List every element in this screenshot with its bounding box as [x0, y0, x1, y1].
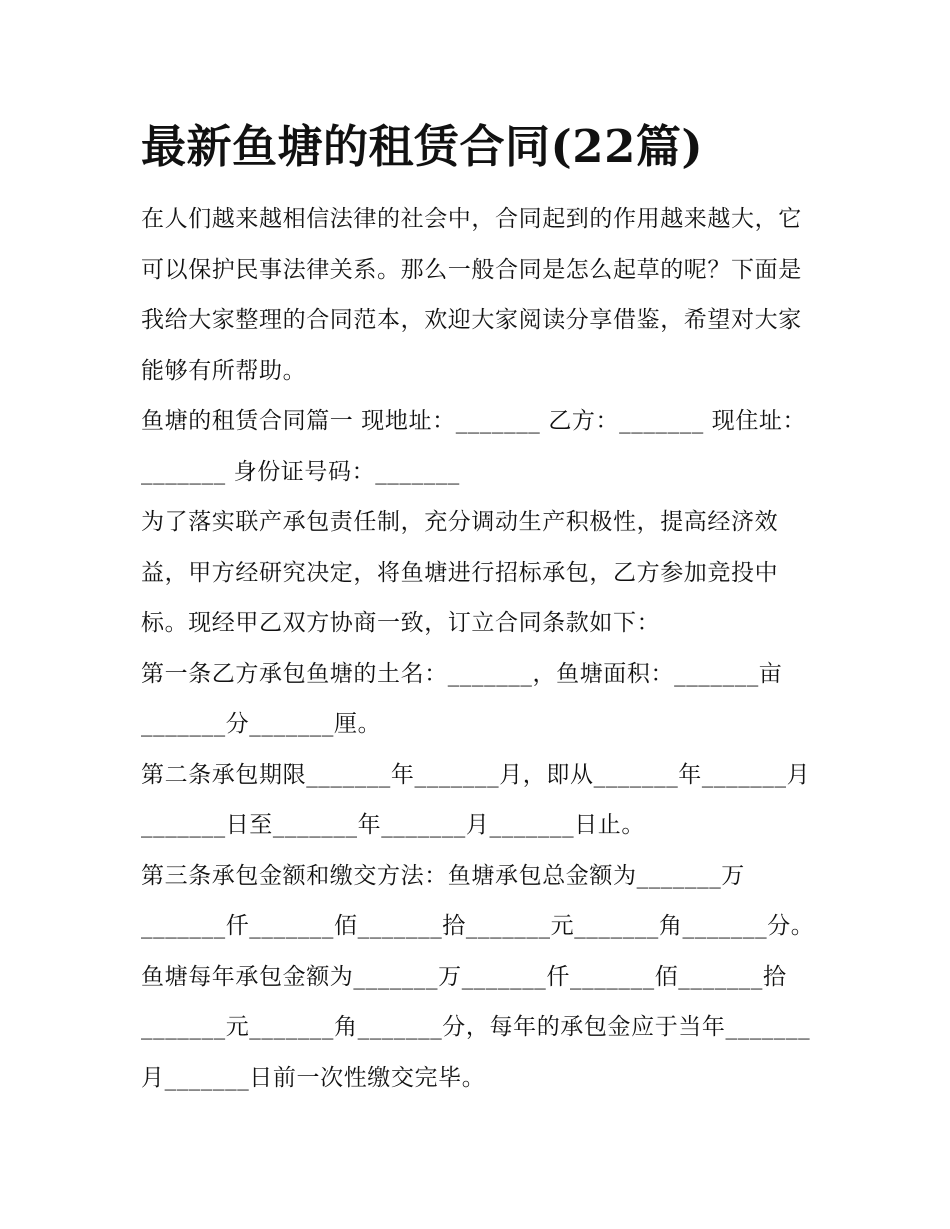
contract-header-paragraph: 鱼塘的租赁合同篇一 现地址：_______ 乙方：_______ 现住址：_______ 身份证号码：_______: [141, 408, 807, 485]
intro-paragraph: 在人们越来越相信法律的社会中，合同起到的作用越来越大，它可以保护民事法律关系。那么一般合同是怎么起草的呢？下面是我给大家整理的合同范本，欢迎大家阅读分享借鉴，希望对大家能够有所帮助。: [141, 206, 802, 384]
document-title: 最新鱼塘的租赁合同(22篇): [141, 120, 704, 173]
article-two-paragraph: 第二条承包期限_______年_______月，即从_______年_______月_______日至_______年_______月_______日止。: [141, 761, 811, 838]
document-content: [141, 116, 821, 1103]
article-three-paragraph: 第三条承包金额和缴交方法：鱼塘承包总金额为_______万_______仟_______佰_______拾_______元_______角_______分。鱼塘每年承包金额为_______万_______仟_______佰_______拾_______元_______角_______分，每年的承包金应于当年_______月_______日前一次性缴交完毕。: [141, 862, 815, 1091]
article-one-paragraph: 第一条乙方承包鱼塘的土名：_______，鱼塘面积：_______亩_______分_______厘。: [141, 660, 783, 737]
contract-purpose-paragraph: 为了落实联产承包责任制，充分调动生产积极性，提高经济效益，甲方经研究决定，将鱼塘进行招标承包，乙方参加竞投中标。现经甲乙双方协商一致，订立合同条款如下：: [141, 509, 779, 636]
